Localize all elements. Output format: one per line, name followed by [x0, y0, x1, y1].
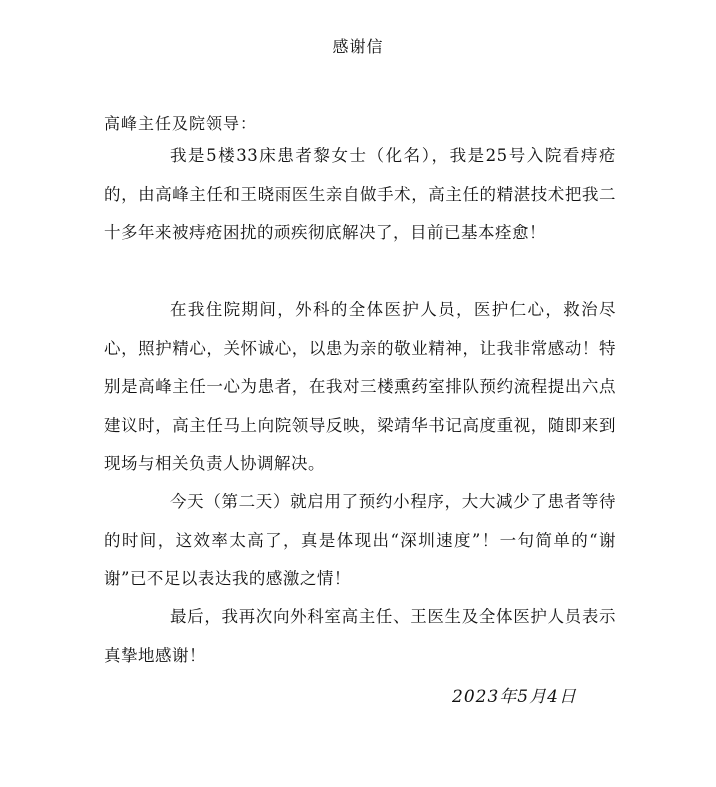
letter-salutation: 高峰主任及院领导： — [104, 114, 258, 133]
letter-title: 感谢信 — [332, 37, 384, 56]
letter-paragraph: 最后，我再次向外科室高主任、王医生及全体医护人员表示真挚地感谢！ — [104, 607, 616, 665]
letter-paragraph: 今天（第二天）就启用了预约小程序，大大减少了患者等待的时间，这效率太高了，真是体现出“深圳速度”！一句简单的“谢谢”已不足以表达我的感激之情！ — [104, 492, 616, 588]
letter-paragraph: 在我住院期间，外科的全体医护人员，医护仁心，救治尽心，照护精心，关怀诚心，以患为亲的敬业精神，让我非常感动！特别是高峰主任一心为患者，在我对三楼熏药室排队预约流程提出六点建议时，高主任马上向院领导反映，梁靖华书记高度重视，随即来到现场与相关负责人协调解决。 — [104, 300, 616, 473]
letter-date: 2023年5月4日 — [452, 687, 577, 707]
letter-paragraph: 我是5楼33床患者黎女士（化名），我是25号入院看痔疮的，由高峰主任和王晓雨医生亲自做手术，高主任的精湛技术把我二十多年来被痔疮困扰的顽疾彻底解决了，目前已基本痊愈！ — [104, 146, 616, 242]
